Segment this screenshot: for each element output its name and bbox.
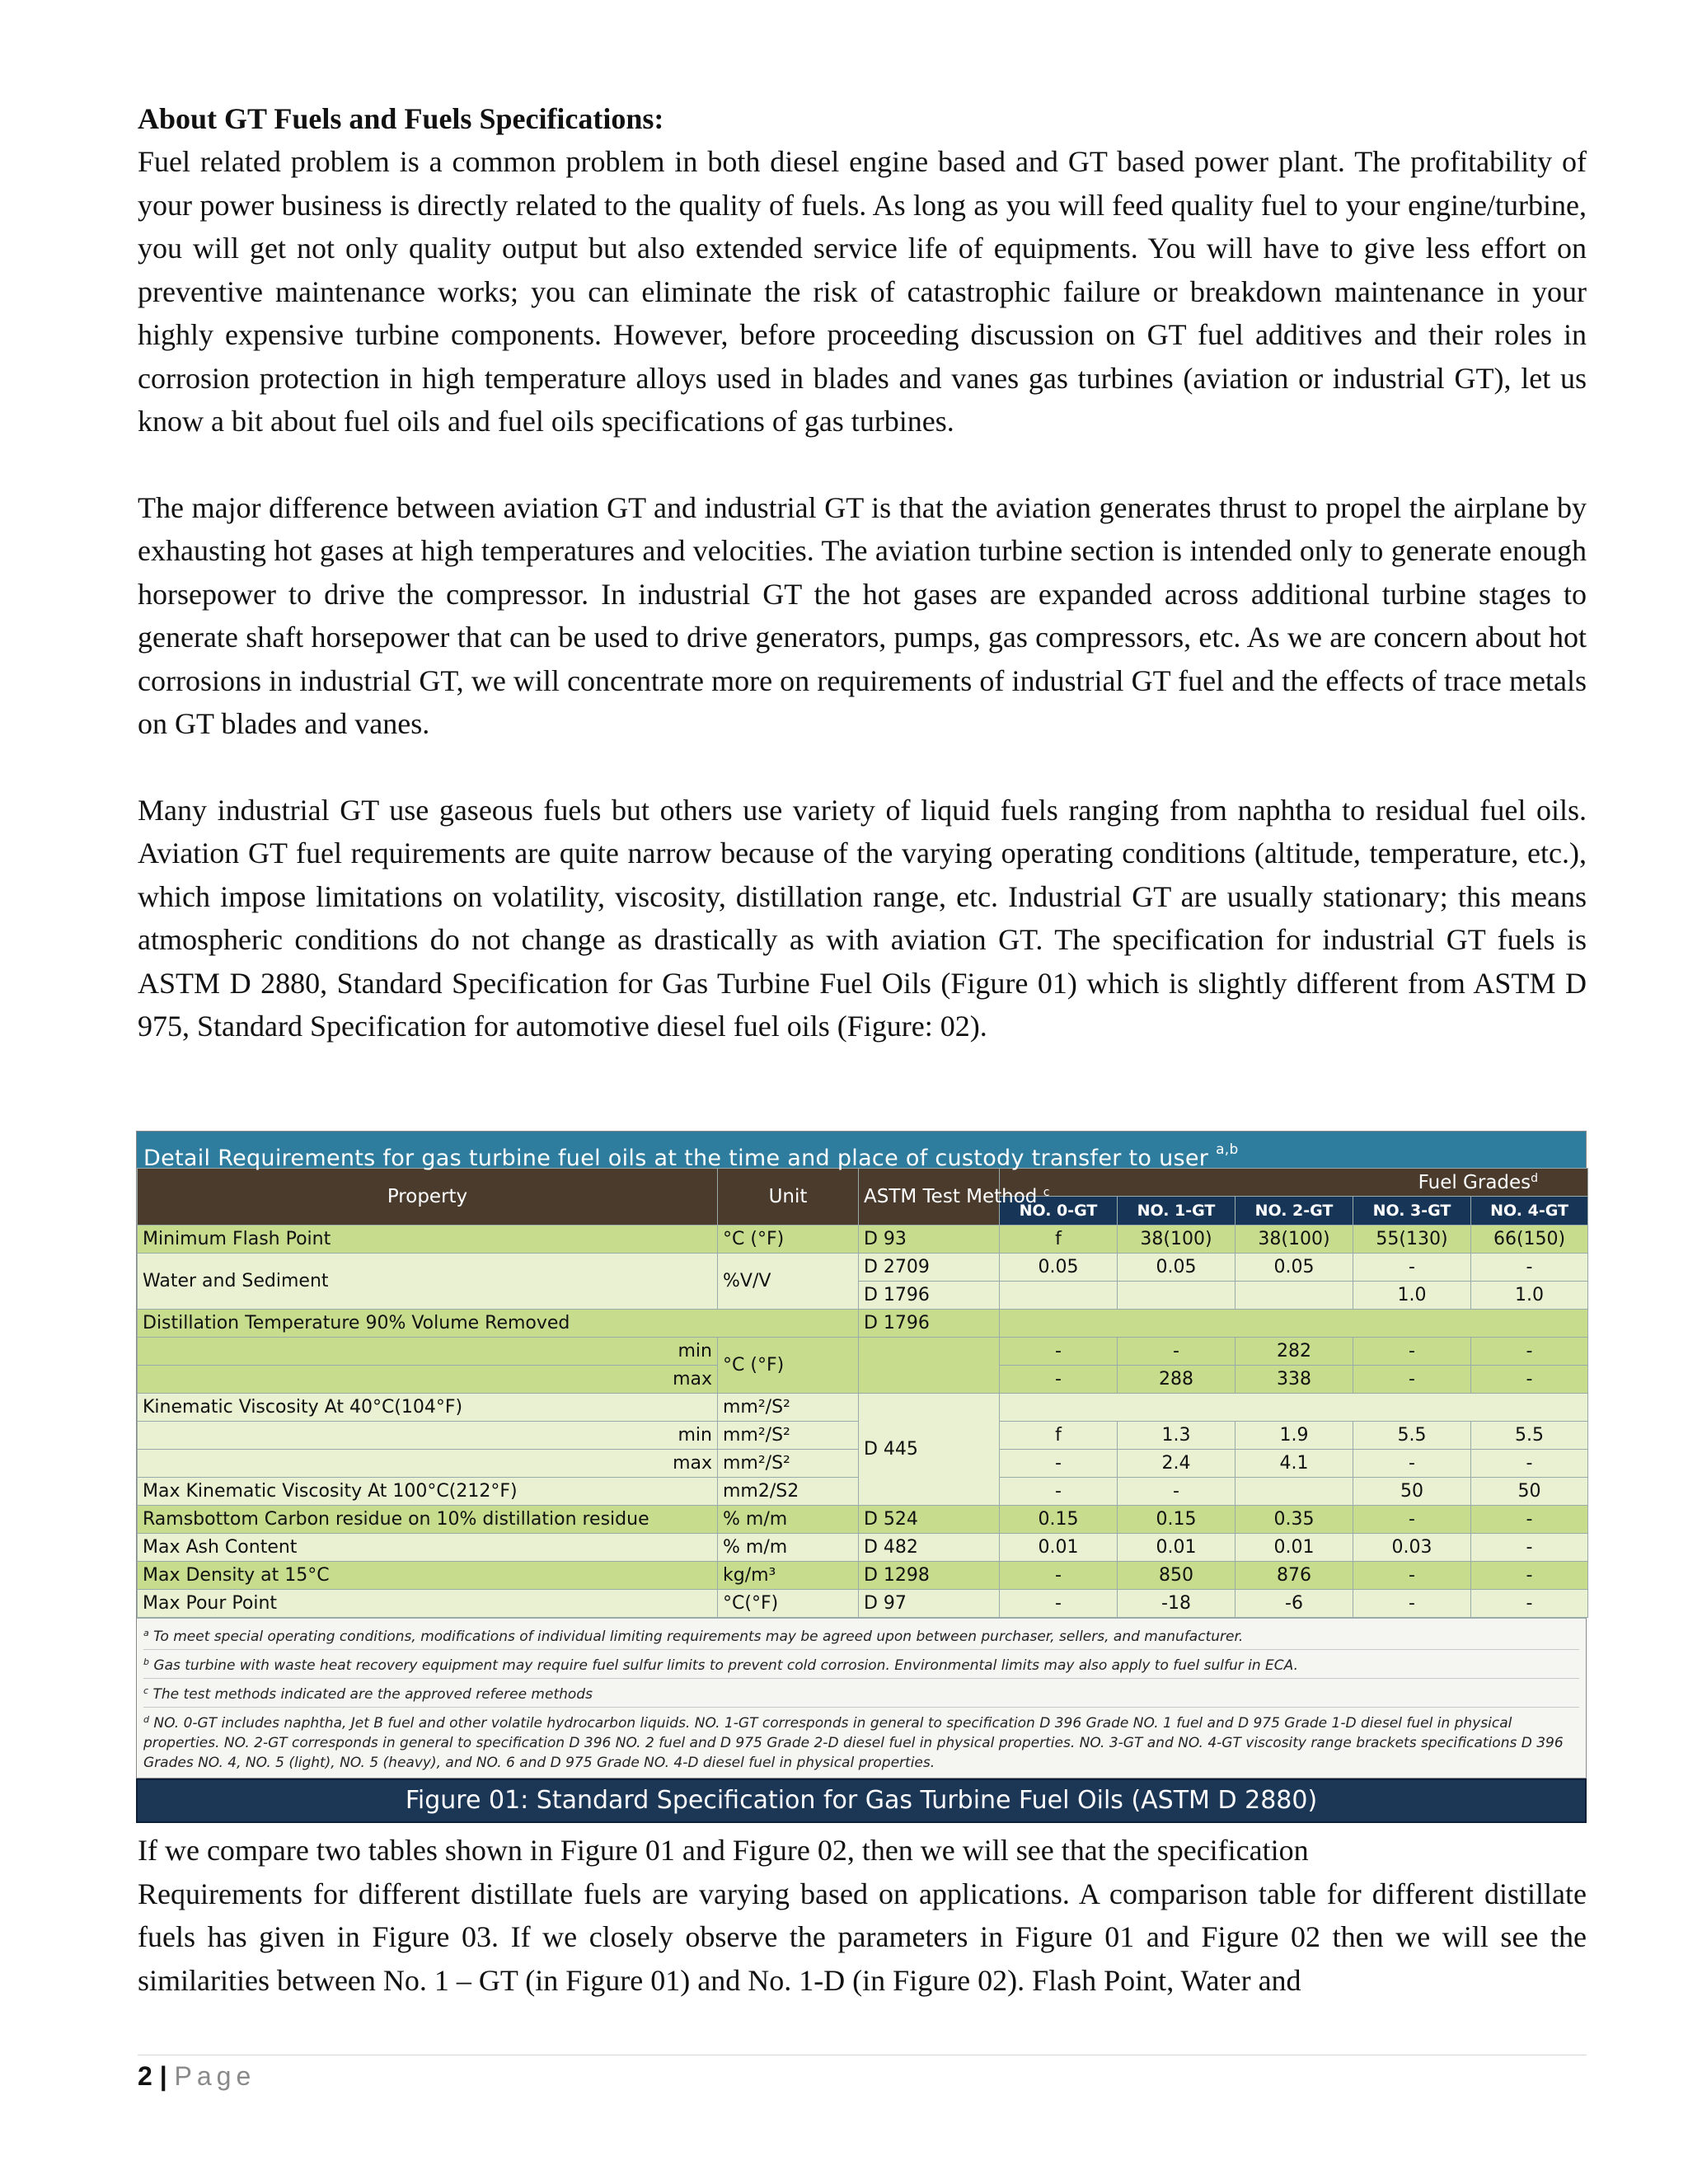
paragraph-1: Fuel related problem is a common problem in both diesel engine based and GT based power plant. The profitability of your power business is directly related to the quality of fuels. As long as you will feed quality fuel to your engine/turbine, you will get not only quality output but also extended service life of equipments. You will have to give less effort on preventive maintenance works; you can eliminate the risk of catastrophic failure or breakdown maintenance in your highly expensive turbine components. However, before proceeding discussion on GT fuel additives and their roles in corrosion protection in high temperature alloys used in blades and vanes gas turbines (aviation or industrial GT), let us know a bit about fuel oils and fuel oils specifications of gas turbines.	[138, 145, 1587, 438]
section-heading: About GT Fuels and Fuels Specifications:	[138, 102, 664, 135]
row-distillation-min: min °C (°F) - - 282 - -	[138, 1338, 1588, 1366]
paragraph-2: The major difference between aviation GT and industrial GT is that the aviation generates thrust to propel the airplane by exhausting hot gases at high temperatures and velocities. The aviation turbine section is intended only to generate enough horsepower to drive the compressor. In industrial GT the hot gases are expanded across additional turbine stages to generate shaft horsepower that can be used to drive generators, pumps, gas compressors, etc. As we are concern about hot corrosions in industrial GT, we will concentrate more on requirements of industrial GT fuel and the effects of trace metals on GT blades and vanes.	[138, 490, 1587, 740]
header-unit: Unit	[718, 1169, 859, 1226]
row-pour-point: Max Pour Point °C(°F) D 97 - -18 -6 - -	[138, 1590, 1588, 1618]
row-carbon-residue: Ramsbottom Carbon residue on 10% distillation residue % m/m D 524 0.15 0.15 0.35 - -	[138, 1506, 1588, 1534]
figure-01	[136, 1131, 1587, 1823]
row-kinematic-viscosity: Kinematic Viscosity At 40°C(104°F) mm²/S² D 445	[138, 1394, 1588, 1422]
page-number: 2	[138, 2061, 152, 2091]
row-water-sediment: Water and Sediment %V/V D 2709 0.05 0.05 0.05 - -	[138, 1254, 1588, 1282]
spec-table-frame	[136, 1131, 1587, 1779]
header-property: Property	[138, 1169, 718, 1226]
page-separator: |	[159, 2061, 167, 2091]
header-grade-1: NO. 1-GT	[1118, 1197, 1236, 1226]
footnote-d: $^d$ NO. 0-GT includes naphtha, Jet B fuel and other volatile hydrocarbon liquids. NO. 1-GT corresponds in general to specification D 396 Grade NO. 1 fuel and D 975 Grade 1-D diesel fuel in physical properties. NO. 2-GT corresponds in general to specification D 396 NO. 2 fuel and D 975 Grade 2-D diesel fuel in physical properties. NO. 3-GT and NO. 4-GT viscosity range brackets specifications D 396 Grades NO. 4, NO. 5 (light), NO. 5 (heavy), and NO. 6 and D 975 Grade NO. 4-D diesel fuel in physical properties.	[143, 1714, 1564, 1771]
header-grade-2: NO. 2-GT	[1236, 1197, 1353, 1226]
header-grade-0: NO. 0-GT	[1000, 1197, 1118, 1226]
header-grade-4: NO. 4-GT	[1471, 1197, 1588, 1226]
page-footer	[138, 2058, 256, 2094]
header-method: ASTM Test Method $^c$	[859, 1169, 1000, 1226]
table-footnotes	[137, 1618, 1586, 1778]
figure-caption: Figure 01: Standard Specification for Gas Turbine Fuel Oils (ASTM D 2880)	[136, 1779, 1587, 1823]
closing-paragraph	[138, 1829, 1587, 2002]
row-kinematic-viscosity-max: max mm²/S² - 2.4 4.1 - -	[138, 1450, 1588, 1478]
footnote-b: $^b$ Gas turbine with waste heat recovery equipment may require fuel sulfur limits to prevent cold corrosion. Environmental limits may also apply to fuel sulfur in ECA.	[143, 1657, 1298, 1674]
row-density: Max Density at 15°C kg/m³ D 1298 - 850 876 - -	[138, 1562, 1588, 1590]
header-grade-3: NO. 3-GT	[1353, 1197, 1471, 1226]
header-fuel-grades: Fuel Grades$^d$	[1000, 1169, 1588, 1197]
row-max-viscosity-100: Max Kinematic Viscosity At 100°C(212°F) mm2/S2 - - 50 50	[138, 1478, 1588, 1506]
document-body	[138, 97, 1587, 1048]
closing-paragraph-rest: Requirements for different distillate fuels are varying based on applications. A comparison table for different distillate fuels has given in Figure 03. If we closely observe the parameters in Figure 01 and Figure 02 then we will see the similarities between No. 1 – GT (in Figure 01) and No. 1-D (in Figure 02). Flash Point, Water and	[138, 1877, 1587, 1997]
row-flash-point: Minimum Flash Point °C (°F) D 93 f 38(100) 38(100) 55(130) 66(150)	[138, 1226, 1588, 1254]
page-label: Page	[174, 2061, 256, 2091]
row-kinematic-viscosity-min: min mm²/S² f 1.3 1.9 5.5 5.5	[138, 1422, 1588, 1450]
paragraph-3: Many industrial GT use gaseous fuels but others use variety of liquid fuels ranging from naphtha to residual fuel oils. Aviation GT fuel requirements are quite narrow because of the varying operating conditions (altitude, temperature, etc.), which impose limitations on volatility, viscosity, distillation range, etc. Industrial GT are usually stationary; this means atmospheric conditions do not change as drastically as with aviation GT. The specification for industrial GT fuels is ASTM D 2880, Standard Specification for Gas Turbine Fuel Oils (Figure 01) which is slightly different from ASTM D 975, Standard Specification for automotive diesel fuel oils (Figure: 02).	[138, 793, 1587, 1043]
row-distillation-max: max - 288 338 - -	[138, 1366, 1588, 1394]
row-ash-content: Max Ash Content % m/m D 482 0.01 0.01 0.01 0.03 -	[138, 1534, 1588, 1562]
row-water-sediment-2: D 1796 1.0 1.0	[138, 1282, 1588, 1310]
table-title: Detail Requirements for gas turbine fuel oils at the time and place of custody transfer to user $^{a,b}$	[137, 1132, 1586, 1168]
spec-table	[137, 1168, 1588, 1618]
row-distillation: Distillation Temperature 90% Volume Removed D 1796	[138, 1310, 1588, 1338]
footnote-c: $^c$ The test methods indicated are the approved referee methods	[143, 1685, 593, 1703]
closing-paragraph-line-1: If we compare two tables shown in Figure 01 and Figure 02, then we will see that the specification	[138, 1834, 1309, 1867]
footnote-a: $^a$ To meet special operating conditions, modifications of individual limiting requirements may be agreed upon between purchaser, sellers, and manufacturer.	[143, 1628, 1244, 1645]
